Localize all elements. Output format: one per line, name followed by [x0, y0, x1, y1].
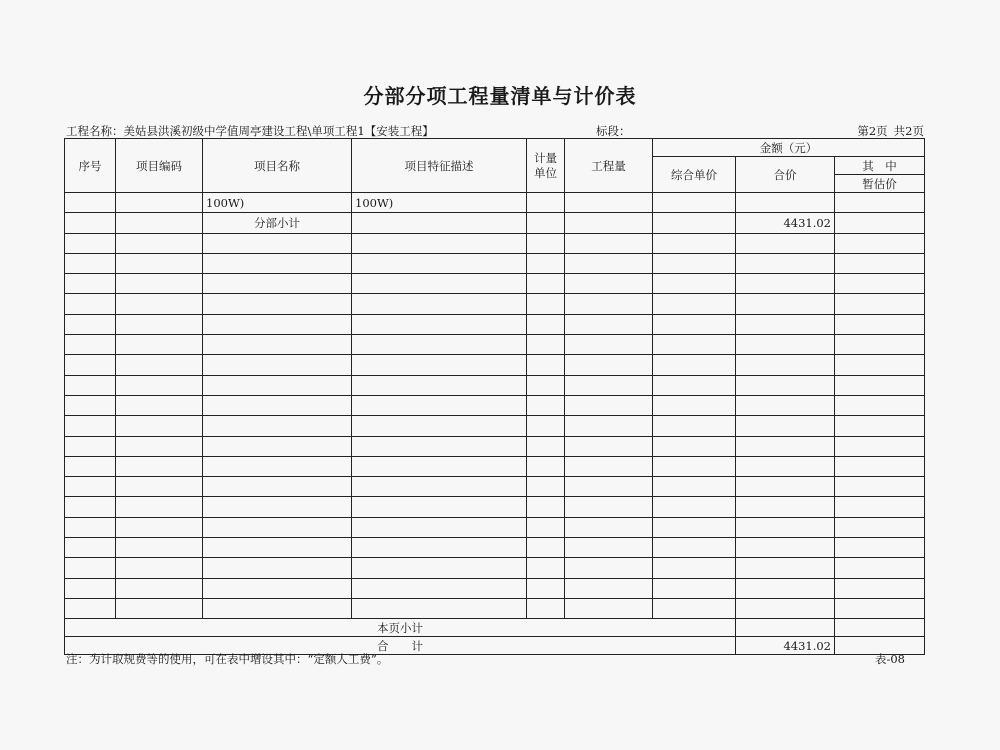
- header-quantity: 工程量: [565, 139, 653, 193]
- table-body: [65, 193, 925, 619]
- cell-seq: [65, 355, 116, 375]
- cell-total: [736, 477, 835, 497]
- page-current: 第2页: [857, 124, 888, 138]
- project-name: 美姑县洪溪初级中学值周亭建设工程\单项工程1【安装工程】: [123, 124, 434, 138]
- cell-code: [116, 395, 203, 415]
- cell-code: [116, 335, 203, 355]
- cell-unit: [527, 395, 565, 415]
- cell-name: [203, 558, 352, 578]
- cell-unit-price: [653, 436, 736, 456]
- cell-seq: [65, 558, 116, 578]
- cell-name: [203, 233, 352, 253]
- cell-total: [736, 335, 835, 355]
- cell-qty: [565, 193, 653, 213]
- table-row: [65, 253, 925, 273]
- cell-name: [203, 456, 352, 476]
- cell-code: [116, 233, 203, 253]
- cell-desc: [352, 456, 527, 476]
- cell-qty: [565, 213, 653, 233]
- cell-total: [736, 497, 835, 517]
- cell-name: [203, 517, 352, 537]
- cell-unit-price: [653, 456, 736, 476]
- cell-name: 100W): [203, 193, 352, 213]
- cell-unit: [527, 558, 565, 578]
- grand-total-label: 合 计: [65, 637, 736, 655]
- cell-provisional: [835, 395, 925, 415]
- header-description: 项目特征描述: [352, 139, 527, 193]
- table-row: [65, 598, 925, 618]
- cell-unit: [527, 294, 565, 314]
- cell-code: [116, 193, 203, 213]
- cell-unit-price: [653, 497, 736, 517]
- cell-total: [736, 517, 835, 537]
- table-row: [65, 558, 925, 578]
- cell-desc: [352, 314, 527, 334]
- cell-code: [116, 558, 203, 578]
- cell-desc: [352, 578, 527, 598]
- cell-code: [116, 294, 203, 314]
- table-row: [65, 294, 925, 314]
- cell-desc: [352, 375, 527, 395]
- header-provisional: 暂估价: [835, 175, 925, 193]
- cell-name: [203, 497, 352, 517]
- header-code: 项目编码: [116, 139, 203, 193]
- cell-unit-price: [653, 598, 736, 618]
- cell-total: 4431.02: [736, 213, 835, 233]
- cell-provisional: [835, 436, 925, 456]
- header-unit-price: 综合单价: [653, 157, 736, 193]
- cell-desc: [352, 477, 527, 497]
- cell-unit-price: [653, 517, 736, 537]
- cell-unit-price: [653, 335, 736, 355]
- cell-unit: [527, 233, 565, 253]
- cell-name: [203, 253, 352, 273]
- cell-name: [203, 294, 352, 314]
- cell-total: [736, 578, 835, 598]
- table-row: [65, 416, 925, 436]
- cell-unit-price: [653, 578, 736, 598]
- cell-qty: [565, 517, 653, 537]
- project-info: [66, 123, 434, 139]
- cell-total: [736, 598, 835, 618]
- cell-seq: [65, 294, 116, 314]
- header-name: 项目名称: [203, 139, 352, 193]
- cell-code: [116, 213, 203, 233]
- cell-unit-price: [653, 416, 736, 436]
- cell-qty: [565, 456, 653, 476]
- cell-provisional: [835, 314, 925, 334]
- cell-unit: [527, 578, 565, 598]
- cell-total: [736, 416, 835, 436]
- cell-unit-price: [653, 233, 736, 253]
- cell-seq: [65, 538, 116, 558]
- cell-provisional: [835, 213, 925, 233]
- cell-unit: [527, 456, 565, 476]
- cell-name: [203, 375, 352, 395]
- cell-qty: [565, 253, 653, 273]
- cell-provisional: [835, 294, 925, 314]
- document-header: [66, 123, 924, 139]
- cell-unit: [527, 335, 565, 355]
- cell-desc: [352, 558, 527, 578]
- cell-qty: [565, 314, 653, 334]
- cell-total: [736, 294, 835, 314]
- table-row: [65, 517, 925, 537]
- cell-unit-price: [653, 253, 736, 273]
- page-title: 分部分项工程量清单与计价表: [363, 84, 637, 108]
- cell-desc: [352, 274, 527, 294]
- cell-name: [203, 538, 352, 558]
- cell-seq: [65, 436, 116, 456]
- cell-total: [736, 538, 835, 558]
- cell-total: [736, 314, 835, 334]
- cell-name: [203, 335, 352, 355]
- table-row: [65, 497, 925, 517]
- cell-unit: [527, 253, 565, 273]
- header-amount: 金额（元）: [653, 139, 925, 157]
- cell-code: [116, 416, 203, 436]
- cell-qty: [565, 598, 653, 618]
- cell-qty: [565, 477, 653, 497]
- table-row: [65, 578, 925, 598]
- cell-name: [203, 274, 352, 294]
- cell-name: [203, 477, 352, 497]
- cell-total: [736, 193, 835, 213]
- cell-seq: [65, 497, 116, 517]
- cell-code: [116, 497, 203, 517]
- cell-qty: [565, 274, 653, 294]
- table-row: [65, 314, 925, 334]
- cell-code: [116, 578, 203, 598]
- cell-desc: [352, 598, 527, 618]
- bill-of-quantities-table: [64, 138, 925, 655]
- cell-desc: [352, 416, 527, 436]
- cell-code: [116, 314, 203, 334]
- form-number: 表-08: [874, 652, 905, 666]
- cell-code: [116, 477, 203, 497]
- cell-desc: [352, 395, 527, 415]
- header-total: 合价: [736, 157, 835, 193]
- header-of-which: 其 中: [835, 157, 925, 175]
- table-row: [65, 456, 925, 476]
- cell-provisional: [835, 477, 925, 497]
- cell-desc: [352, 436, 527, 456]
- cell-provisional: [835, 355, 925, 375]
- cell-qty: [565, 436, 653, 456]
- cell-unit: [527, 355, 565, 375]
- cell-code: [116, 253, 203, 273]
- cell-qty: [565, 335, 653, 355]
- cell-unit-price: [653, 477, 736, 497]
- cell-unit: [527, 436, 565, 456]
- cell-provisional: [835, 233, 925, 253]
- cell-seq: [65, 517, 116, 537]
- table-row: [65, 335, 925, 355]
- cell-desc: [352, 294, 527, 314]
- cell-code: [116, 355, 203, 375]
- grand-total-value: 4431.02: [736, 637, 835, 655]
- cell-unit: [527, 497, 565, 517]
- cell-desc: [352, 233, 527, 253]
- cell-unit-price: [653, 355, 736, 375]
- cell-unit: [527, 477, 565, 497]
- page-subtotal-label: 本页小计: [65, 619, 736, 637]
- cell-total: [736, 233, 835, 253]
- cell-unit: [527, 598, 565, 618]
- cell-qty: [565, 416, 653, 436]
- cell-total: [736, 253, 835, 273]
- cell-code: [116, 517, 203, 537]
- cell-provisional: [835, 193, 925, 213]
- cell-qty: [565, 375, 653, 395]
- cell-total: [736, 436, 835, 456]
- cell-name: [203, 598, 352, 618]
- page-total: 共2页: [893, 124, 924, 138]
- section-label: 标段：: [596, 124, 631, 138]
- cell-unit: [527, 375, 565, 395]
- table-row: [65, 274, 925, 294]
- cell-total: [736, 395, 835, 415]
- cell-name: [203, 436, 352, 456]
- cell-seq: [65, 598, 116, 618]
- cell-unit: [527, 274, 565, 294]
- page-subtotal-extra: [835, 619, 925, 637]
- cell-unit-price: [653, 274, 736, 294]
- cell-code: [116, 375, 203, 395]
- cell-provisional: [835, 578, 925, 598]
- cell-provisional: [835, 274, 925, 294]
- cell-name: 分部小计: [203, 213, 352, 233]
- cell-provisional: [835, 456, 925, 476]
- cell-seq: [65, 193, 116, 213]
- cell-desc: [352, 497, 527, 517]
- cell-qty: [565, 497, 653, 517]
- cell-total: [736, 456, 835, 476]
- cell-unit: [527, 517, 565, 537]
- cell-seq: [65, 375, 116, 395]
- cell-seq: [65, 253, 116, 273]
- cell-provisional: [835, 558, 925, 578]
- table-row: [65, 193, 925, 213]
- table-row: [65, 375, 925, 395]
- table-row: [65, 477, 925, 497]
- cell-name: [203, 314, 352, 334]
- page-subtotal-value: [736, 619, 835, 637]
- cell-unit-price: [653, 294, 736, 314]
- cell-seq: [65, 314, 116, 334]
- cell-total: [736, 375, 835, 395]
- cell-unit-price: [653, 375, 736, 395]
- cell-code: [116, 274, 203, 294]
- cell-qty: [565, 395, 653, 415]
- table-row: [65, 233, 925, 253]
- cell-provisional: [835, 253, 925, 273]
- project-label: 工程名称：: [66, 124, 124, 138]
- cell-unit: [527, 213, 565, 233]
- table-row: [65, 355, 925, 375]
- cell-code: [116, 538, 203, 558]
- cell-unit-price: [653, 558, 736, 578]
- cell-unit-price: [653, 538, 736, 558]
- cell-seq: [65, 335, 116, 355]
- cell-unit-price: [653, 395, 736, 415]
- cell-provisional: [835, 598, 925, 618]
- cell-provisional: [835, 497, 925, 517]
- cell-provisional: [835, 416, 925, 436]
- cell-seq: [65, 213, 116, 233]
- cell-seq: [65, 274, 116, 294]
- cell-qty: [565, 578, 653, 598]
- cell-total: [736, 558, 835, 578]
- cell-qty: [565, 558, 653, 578]
- cell-qty: [565, 538, 653, 558]
- cell-desc: [352, 253, 527, 273]
- cell-unit: [527, 416, 565, 436]
- cell-name: [203, 578, 352, 598]
- cell-desc: [352, 355, 527, 375]
- footnote: 注：为计取规费等的使用，可在表中增设其中：“定额人工费”。: [66, 652, 389, 666]
- cell-qty: [565, 294, 653, 314]
- table-row: [65, 213, 925, 233]
- cell-seq: [65, 456, 116, 476]
- page-number: [851, 123, 924, 139]
- table-row: [65, 395, 925, 415]
- cell-qty: [565, 233, 653, 253]
- cell-unit: [527, 538, 565, 558]
- cell-provisional: [835, 375, 925, 395]
- cell-seq: [65, 233, 116, 253]
- cell-seq: [65, 395, 116, 415]
- cell-unit-price: [653, 314, 736, 334]
- table-row: [65, 436, 925, 456]
- header-seq: 序号: [65, 139, 116, 193]
- cell-provisional: [835, 538, 925, 558]
- cell-name: [203, 355, 352, 375]
- cell-desc: [352, 335, 527, 355]
- cell-desc: 100W): [352, 193, 527, 213]
- cell-seq: [65, 477, 116, 497]
- cell-code: [116, 598, 203, 618]
- cell-total: [736, 355, 835, 375]
- cell-qty: [565, 355, 653, 375]
- cell-unit-price: [653, 193, 736, 213]
- cell-provisional: [835, 517, 925, 537]
- cell-seq: [65, 578, 116, 598]
- cell-name: [203, 395, 352, 415]
- header-unit: 计量 单位: [527, 139, 565, 193]
- cell-unit-price: [653, 213, 736, 233]
- cell-provisional: [835, 335, 925, 355]
- table-row: [65, 538, 925, 558]
- cell-unit: [527, 314, 565, 334]
- cell-desc: [352, 517, 527, 537]
- cell-total: [736, 274, 835, 294]
- cell-desc: [352, 213, 527, 233]
- cell-seq: [65, 416, 116, 436]
- cell-desc: [352, 538, 527, 558]
- cell-code: [116, 436, 203, 456]
- cell-code: [116, 456, 203, 476]
- cell-unit: [527, 193, 565, 213]
- cell-name: [203, 416, 352, 436]
